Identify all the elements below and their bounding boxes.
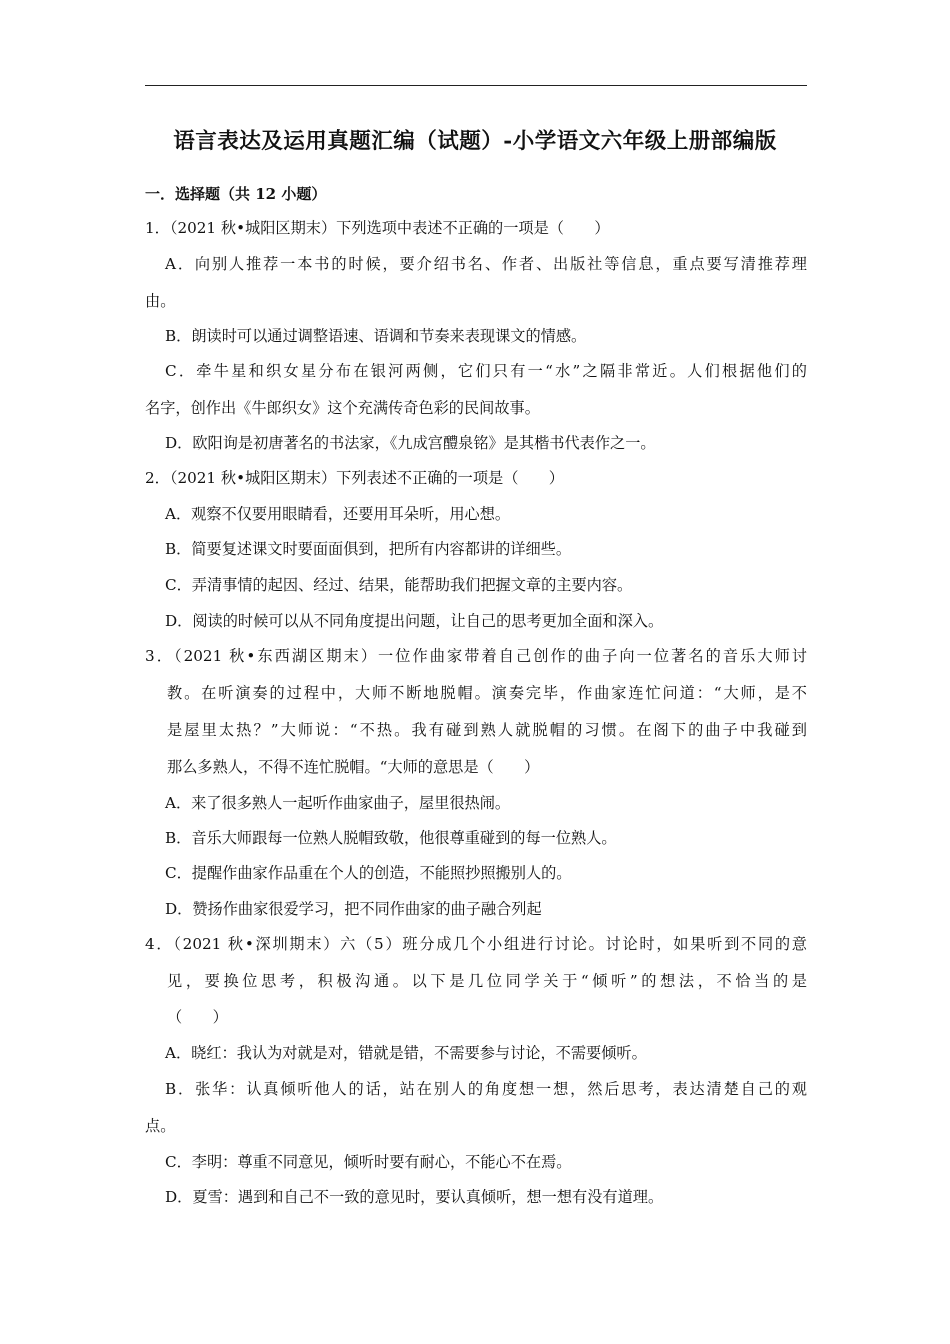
section-heading: 一．选择题（共 12 小题） xyxy=(145,185,327,203)
question-4-stem: 4．（2021 秋•深圳期末）六（5）班分成几个小组进行讨论。讨论时，如果听到不同的意 xyxy=(145,935,807,953)
question-3-option-d: D．赞扬作曲家很爱学习，把不同作曲家的曲子融合列起 xyxy=(165,900,542,918)
question-2-option-c: C．弄清事情的起因、经过、结果，能帮助我们把握文章的主要内容。 xyxy=(165,576,633,594)
question-3-option-a: A．来了很多熟人一起听作曲家曲子，屋里很热闹。 xyxy=(165,794,511,812)
question-3-stem-line-3: 是屋里太热？”大师说：“不热。我有碰到熟人就脱帽的习惯。在阁下的曲子中我碰到 xyxy=(167,721,807,739)
question-4-stem-line-3: （ ） xyxy=(167,1008,228,1026)
question-1-option-c: C．牵牛星和织女星分布在银河两侧，它们只有一“水”之隔非常近。人们根据他们的 xyxy=(165,362,807,380)
question-2-stem: 2．（2021 秋•城阳区期末）下列表述不正确的一项是（ ） xyxy=(145,469,564,487)
question-2-option-b: B．简要复述课文时要面面俱到，把所有内容都讲的详细些。 xyxy=(165,540,572,558)
question-2-option-a: A．观察不仅要用眼睛看，还要用耳朵听，用心想。 xyxy=(165,505,511,523)
question-1-option-c-cont: 名字，创作出《牛郎织女》这个充满传奇色彩的民间故事。 xyxy=(145,399,540,417)
question-4-option-c: C．李明：尊重不同意见，倾听时要有耐心，不能心不在焉。 xyxy=(165,1153,572,1171)
question-4-option-b-cont: 点。 xyxy=(145,1117,176,1135)
question-1-stem: 1．（2021 秋•城阳区期末）下列选项中表述不正确的一项是（ ） xyxy=(145,219,610,237)
header-rule xyxy=(145,85,807,86)
question-1-option-a: A．向别人推荐一本书的时候，要介绍书名、作者、出版社等信息，重点要写清推荐理 xyxy=(165,255,807,273)
question-1-option-a-cont: 由。 xyxy=(145,292,176,310)
question-4-option-d: D．夏雪：遇到和自己不一致的意见时，要认真倾听，想一想有没有道理。 xyxy=(165,1188,664,1206)
document-title: 语言表达及运用真题汇编（试题）-小学语文六年级上册部编版 xyxy=(173,129,777,154)
question-3-stem: 3．（2021 秋•东西湖区期末）一位作曲家带着自己创作的曲子向一位著名的音乐大师讨 xyxy=(145,647,807,665)
question-2-option-d: D．阅读的时候可以从不同角度提出问题，让自己的思考更加全面和深入。 xyxy=(165,612,664,630)
question-4-option-b: B．张华：认真倾听他人的话，站在别人的角度想一想，然后思考，表达清楚自己的观 xyxy=(165,1080,807,1098)
question-4-stem-line-2: 见，要换位思考，积极沟通。以下是几位同学关于“倾听”的想法，不恰当的是 xyxy=(167,972,807,990)
question-3-stem-line-4: 那么多熟人，不得不连忙脱帽。“大师的意思是（ ） xyxy=(167,758,540,776)
question-4-option-a: A．晓红：我认为对就是对，错就是错，不需要参与讨论，不需要倾听。 xyxy=(165,1044,647,1062)
question-1-option-d: D．欧阳询是初唐著名的书法家，《九成宫醴泉铭》是其楷书代表作之一。 xyxy=(165,434,656,452)
question-3-option-c: C．提醒作曲家作品重在个人的创造，不能照抄照搬别人的。 xyxy=(165,864,572,882)
question-1-option-b: B．朗读时可以通过调整语速、语调和节奏来表现课文的情感。 xyxy=(165,327,587,345)
question-3-option-b: B．音乐大师跟每一位熟人脱帽致敬，他很尊重碰到的每一位熟人。 xyxy=(165,829,617,847)
question-3-stem-line-2: 教。在听演奏的过程中，大师不断地脱帽。演奏完毕，作曲家连忙问道：“大师，是不 xyxy=(167,684,807,702)
